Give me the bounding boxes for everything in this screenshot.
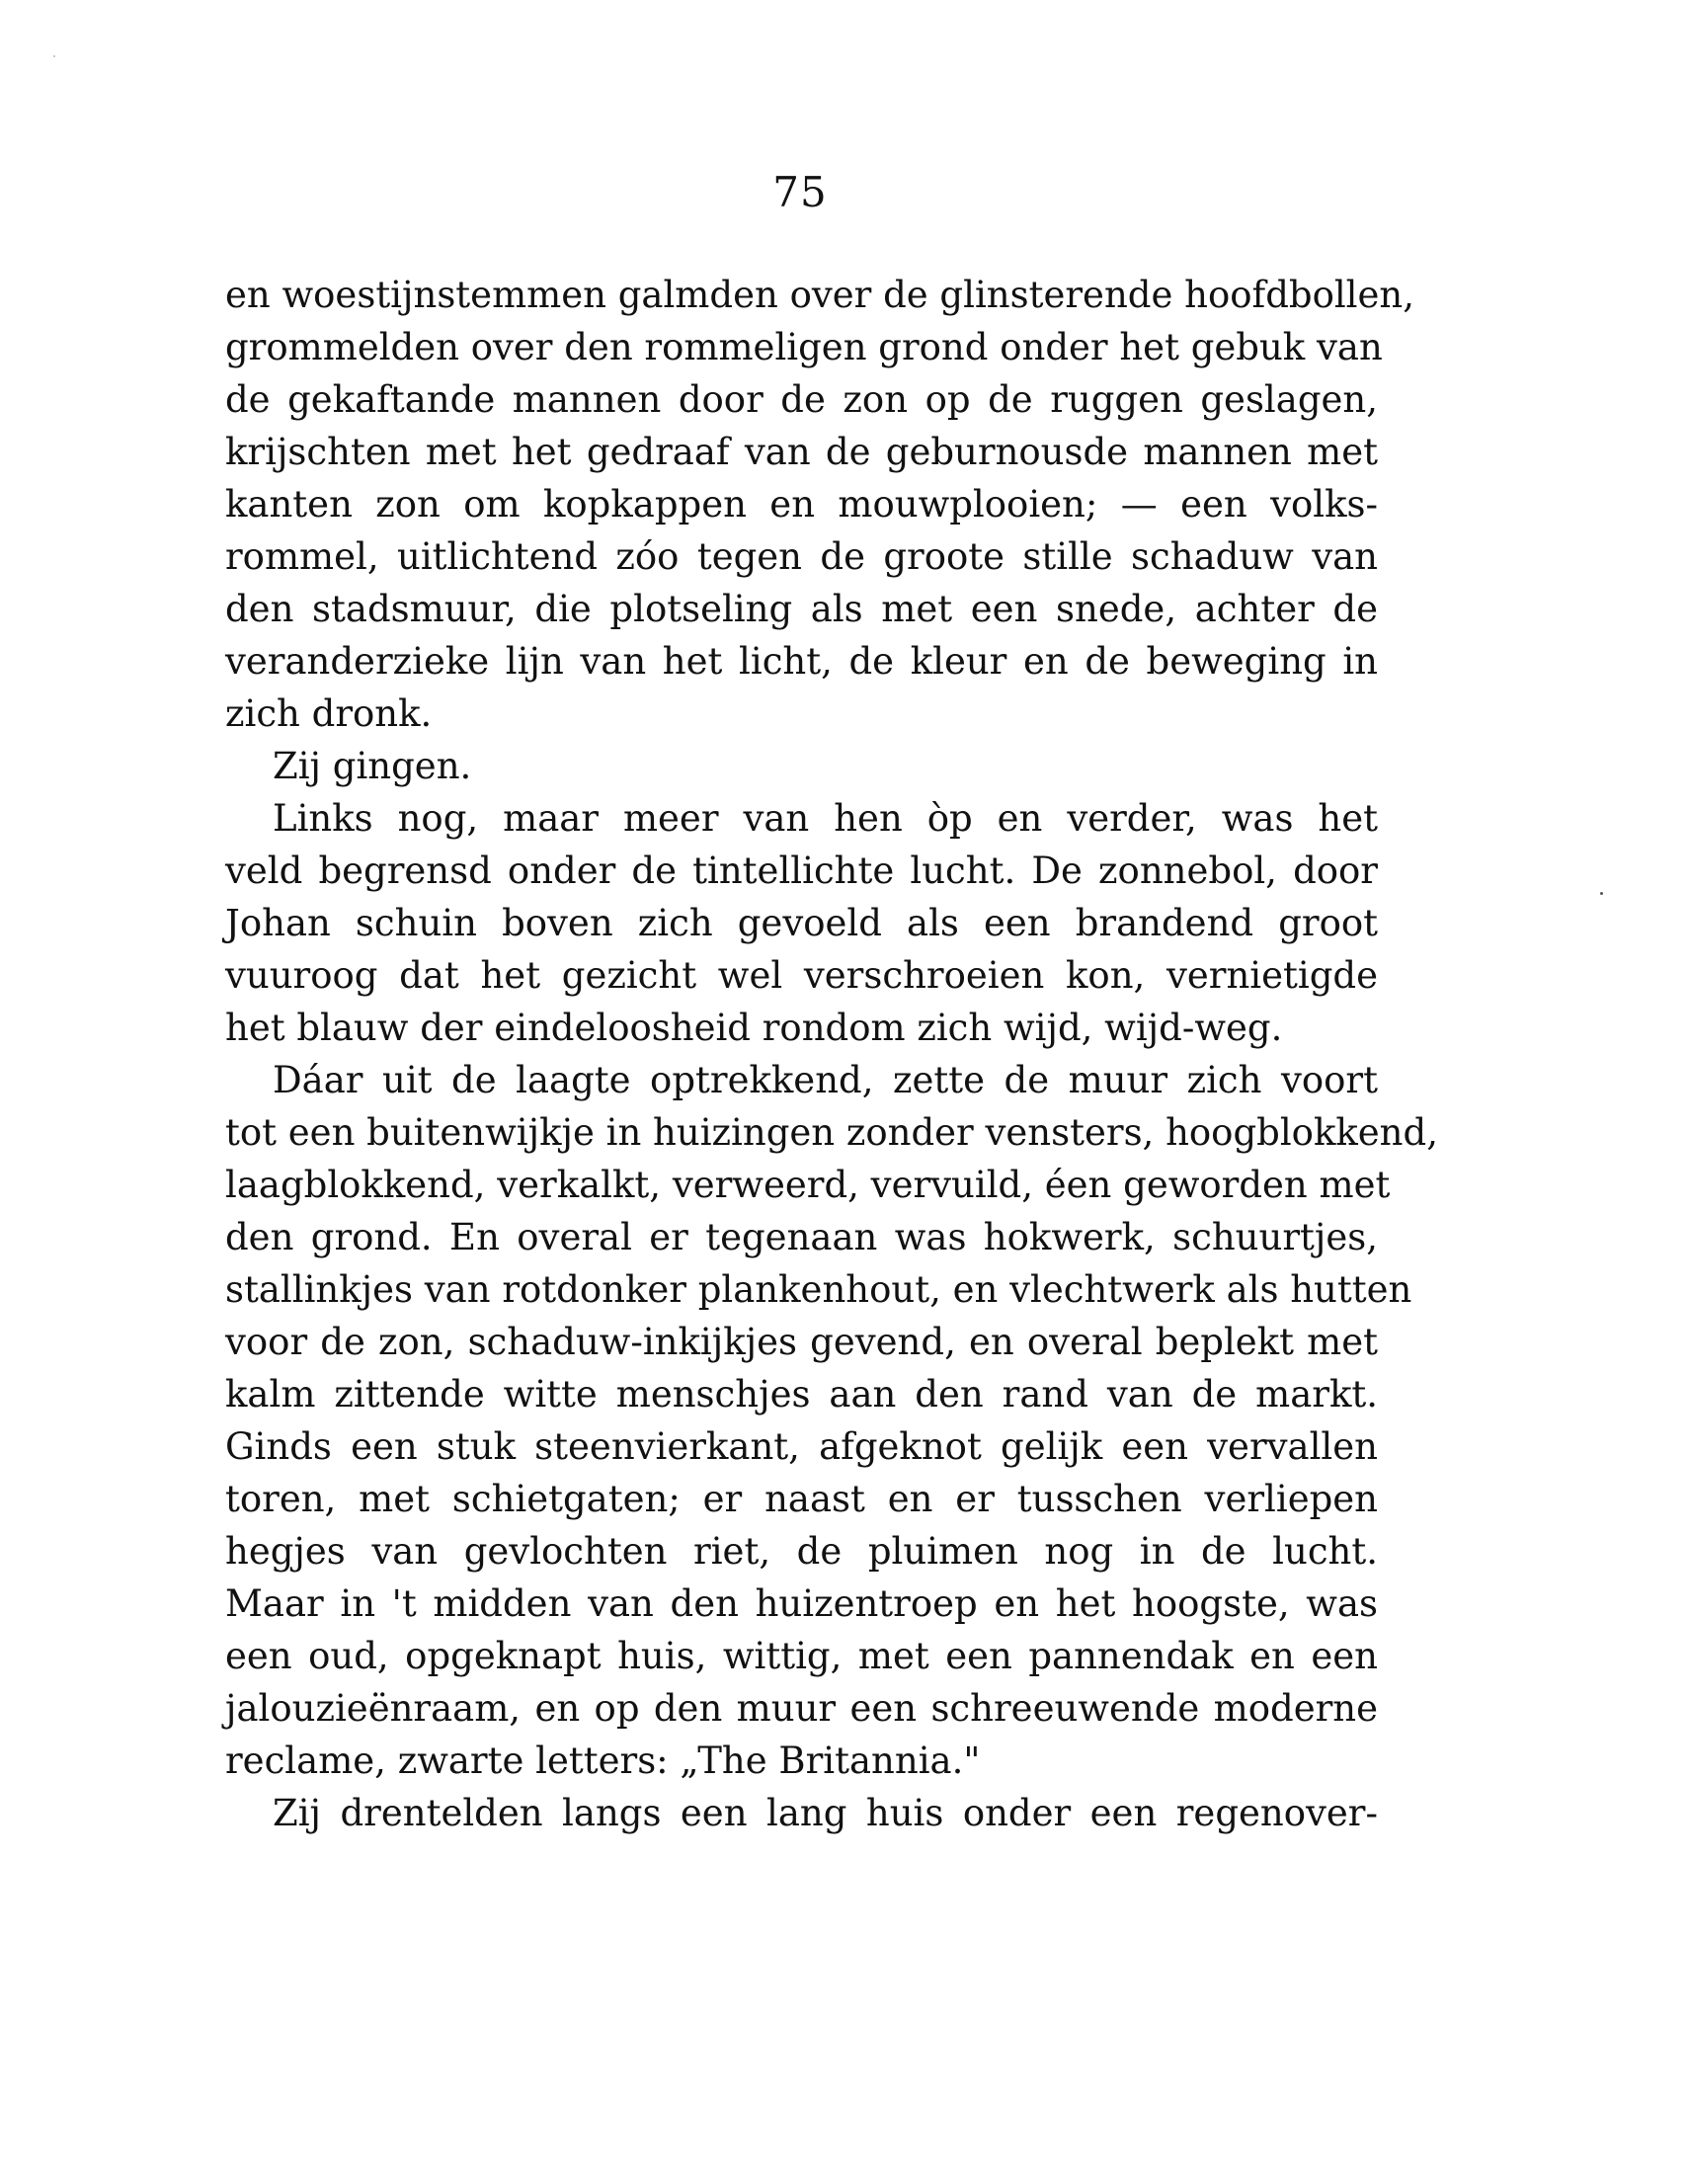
text-line: laagblokkend, verkalkt, verweerd, vervuild, éen geworden met (225, 1164, 1391, 1206)
text-line: Ginds een stuk steenvierkant, afgeknot gelijk een vervallen (225, 1425, 1378, 1468)
text-line: den stadsmuur, die plotseling als met een snede, achter de (225, 588, 1378, 630)
text-line: Maar in 't midden van den huizentroep en het hoogste, was (225, 1582, 1378, 1625)
paragraph-first-line: Dáar uit de laagte optrekkend, zette de muur zich voort (273, 1059, 1378, 1101)
text-line: veranderzieke lijn van het licht, de kleur en de beweging in (225, 640, 1378, 683)
text-line: veld begrensd onder de tintellichte lucht. De zonnebol, door (225, 849, 1378, 892)
page-number: 75 (772, 168, 828, 216)
scan-speck (1600, 892, 1603, 895)
text-line: Johan schuin boven zich gevoeld als een brandend groot (225, 902, 1378, 944)
paragraph-first-line: Zij gingen. (273, 745, 472, 787)
text-line: krijschten met het gedraaf van de geburnousde mannen met (225, 431, 1378, 473)
text-line: de gekaftande mannen door de zon op de ruggen geslagen, (225, 378, 1378, 421)
text-line: stallinkjes van rotdonker plankenhout, en vlechtwerk als hutten (225, 1268, 1412, 1311)
paragraph-first-line: Zij drentelden langs een lang huis onder een regenover- (273, 1792, 1378, 1834)
text-line: hegjes van gevlochten riet, de pluimen nog in de lucht. (225, 1530, 1378, 1573)
paragraph-first-line: Links nog, maar meer van hen òp en verder, was het (273, 797, 1378, 840)
text-line: vuuroog dat het gezicht wel verschroeien kon, vernietigde (225, 954, 1378, 997)
text-line: een oud, opgeknapt huis, wittig, met een pannendak en een (225, 1635, 1378, 1677)
scan-speck (53, 55, 55, 57)
text-line: den grond. En overal er tegenaan was hokwerk, schuurtjes, (225, 1216, 1378, 1258)
text-line: tot een buitenwijkje in huizingen zonder vensters, hoogblokkend, (225, 1111, 1438, 1154)
body-text (225, 269, 1438, 1839)
text-line: reclame, zwarte letters: „The Britannia." (225, 1739, 981, 1782)
text-line: en woestijnstemmen galmden over de glinsterende hoofdbollen, (225, 274, 1414, 316)
text-line: het blauw der eindeloosheid rondom zich wijd, wijd-weg. (225, 1007, 1283, 1049)
text-line: kalm zittende witte menschjes aan den rand van de markt. (225, 1373, 1378, 1416)
text-line: toren, met schietgaten; er naast en er tusschen verliepen (225, 1478, 1378, 1520)
text-line: kanten zon om kopkappen en mouwplooien; — een volks- (225, 483, 1378, 526)
text-line: zich dronk. (225, 692, 433, 735)
text-line: voor de zon, schaduw-inkijkjes gevend, en overal beplekt met (225, 1321, 1378, 1363)
text-line: jalouzieënraam, en op den muur een schreeuwende moderne (225, 1687, 1378, 1730)
text-line: grommelden over den rommeligen grond onder het gebuk van (225, 326, 1383, 368)
text-line: rommel, uitlichtend zóo tegen de groote stille schaduw van (225, 535, 1378, 578)
